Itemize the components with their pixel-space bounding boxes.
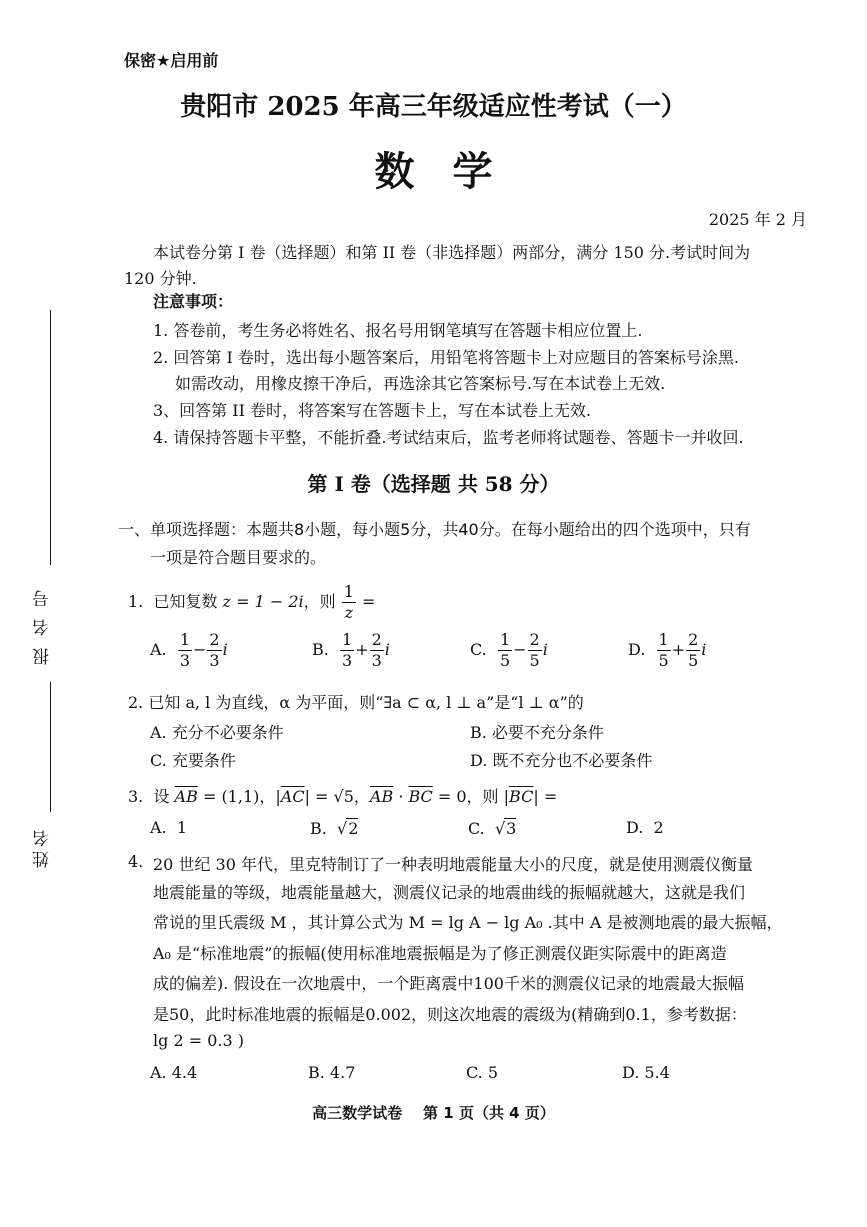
confidential-label: 保密★启用前 bbox=[124, 51, 219, 70]
option-a[interactable]: A. 4.4 bbox=[150, 1063, 198, 1082]
subject-title: 数学 bbox=[374, 148, 531, 195]
margin-field-name: 姓名 bbox=[33, 826, 53, 868]
question-4-line-1: 20 世纪 30 年代，里克特制订了一种表明地震能量大小的尺度，就是使用测震仪衡量 bbox=[153, 855, 753, 874]
fraction: $\frac{1}{z}$ bbox=[343, 582, 354, 622]
option-c[interactable]: C. √3 bbox=[468, 819, 517, 838]
intro-line-1: 本试卷分第 I 卷（选择题）和第 II 卷（非选择题）两部分，满分 150 分.考试时间为 bbox=[153, 243, 751, 262]
option-d[interactable]: D. 5.4 bbox=[622, 1063, 670, 1082]
option-b[interactable]: B. 4.7 bbox=[308, 1063, 356, 1082]
section-title: 第 I 卷（选择题 共 58 分） bbox=[307, 472, 560, 496]
vector-bc: $\overline{BC}$ bbox=[408, 787, 433, 806]
vector-bc: $\overline{BC}$ bbox=[509, 787, 534, 806]
question-4-line-3: 常说的里氏震级 M ，其计算公式为 M = lg A − lg A₀ .其中 A 是被测地震的最大振幅， bbox=[153, 913, 783, 932]
option-d[interactable]: D. 既不充分也不必要条件 bbox=[470, 751, 653, 770]
question-4-line-2: 地震能量的等级，地震能量越大，测震仪记录的地震曲线的振幅就越大，这就是我们 bbox=[153, 883, 746, 902]
option-c[interactable]: C. $\frac{1}{5}$ − $\frac{2}{5}$ i bbox=[470, 630, 548, 670]
option-a[interactable]: A. 1 bbox=[150, 818, 187, 837]
option-a[interactable]: A. $\frac{1}{3}$ − $\frac{2}{3}$ i bbox=[150, 630, 228, 670]
note-item-4: 4. 请保持答题卡平整，不能折叠.考试结束后，监考老师将试题卷、答题卡一并收回. bbox=[153, 428, 744, 447]
question-2 bbox=[128, 690, 584, 713]
question-4-line-7: lg 2 = 0.3 ) bbox=[153, 1031, 244, 1050]
exam-title: 贵阳市 2025 年高三年级适应性考试（一） bbox=[180, 92, 687, 122]
option-b[interactable]: B. 必要不充分条件 bbox=[470, 723, 604, 742]
option-c[interactable]: C. 充要条件 bbox=[150, 751, 236, 770]
option-b[interactable]: B. √2 bbox=[310, 819, 359, 838]
question-4-number: 4. bbox=[128, 852, 144, 871]
option-c[interactable]: C. 5 bbox=[466, 1063, 499, 1082]
note-item-1: 1. 答卷前，考生务必将姓名、报名号用钢笔填写在答题卡相应位置上. bbox=[153, 321, 643, 340]
question-4-line-5: 成的偏差). 假设在一次地震中，一个距离震中100千米的测震仪记录的地震最大振幅 bbox=[153, 974, 744, 993]
question-4-line-4: A₀ 是“标准地震”的振幅(使用标准地震振幅是为了修正测震仪距实际震中的距离造 bbox=[153, 944, 727, 963]
question-number: 1. bbox=[128, 592, 144, 611]
question-1: 1. 已知复数 z = 1 − 2i，则 $\frac{1}{z}$ = bbox=[128, 582, 376, 622]
question-number: 3. bbox=[128, 787, 144, 806]
note-item-3: 3、回答第 II 卷时，将答案写在答题卡上，写在本试卷上无效. bbox=[153, 401, 592, 420]
margin-line-middle bbox=[50, 682, 51, 812]
vector-ab: $\overline{AB}$ bbox=[174, 787, 198, 806]
page-footer: 高三数学试卷 第 1 页（共 4 页） bbox=[312, 1104, 555, 1122]
vector-ab: $\overline{AB}$ bbox=[369, 787, 394, 806]
question-4-line-6: 是50，此时标准地震的振幅是0.002，则这次地震的震级为(精确到0.1，参考数据： bbox=[153, 1005, 747, 1024]
part-instruction-1: 一、单项选择题：本题共8小题，每小题5分，共40分。在每小题给出的四个选项中，只有 bbox=[118, 520, 751, 539]
option-d[interactable]: D. 2 bbox=[626, 818, 664, 837]
exam-date: 2025 年 2 月 bbox=[708, 210, 807, 229]
margin-field-registration-number: 报名号 bbox=[33, 578, 53, 665]
option-b[interactable]: B. $\frac{1}{3}$ + $\frac{2}{3}$ i bbox=[312, 630, 390, 670]
vector-ac: $\overline{AC}$ bbox=[280, 787, 305, 806]
question-stem: 已知 a, l 为直线，α 为平面，则“∃a ⊂ α, l ⊥ a”是“l ⊥ α”的 bbox=[148, 693, 584, 712]
option-a[interactable]: A. 充分不必要条件 bbox=[150, 723, 284, 742]
option-d[interactable]: D. $\frac{1}{5}$ + $\frac{2}{5}$ i bbox=[628, 630, 707, 670]
note-item-2-cont: 如需改动，用橡皮擦干净后，再选涂其它答案标号.写在本试卷上无效. bbox=[175, 374, 666, 393]
margin-line-top bbox=[50, 310, 51, 565]
notes-heading: 注意事项： bbox=[153, 292, 234, 311]
note-item-2: 2. 回答第 I 卷时，选出每小题答案后，用铅笔将答题卡上对应题目的答案标号涂黑. bbox=[153, 348, 739, 367]
question-number: 2. bbox=[128, 693, 144, 712]
part-instruction-2: 一项是符合题目要求的。 bbox=[150, 548, 327, 567]
question-1-options bbox=[150, 632, 750, 674]
intro-line-2: 120 分钟. bbox=[124, 269, 197, 288]
question-3: 3. 设 $\overline{AB} = (1,1)$，$|\overline{AC}| = √5$，$\overline{AB} \cdot \overline{BC} = 0$，则 $|\overline{BC}|$ = bbox=[128, 787, 558, 806]
